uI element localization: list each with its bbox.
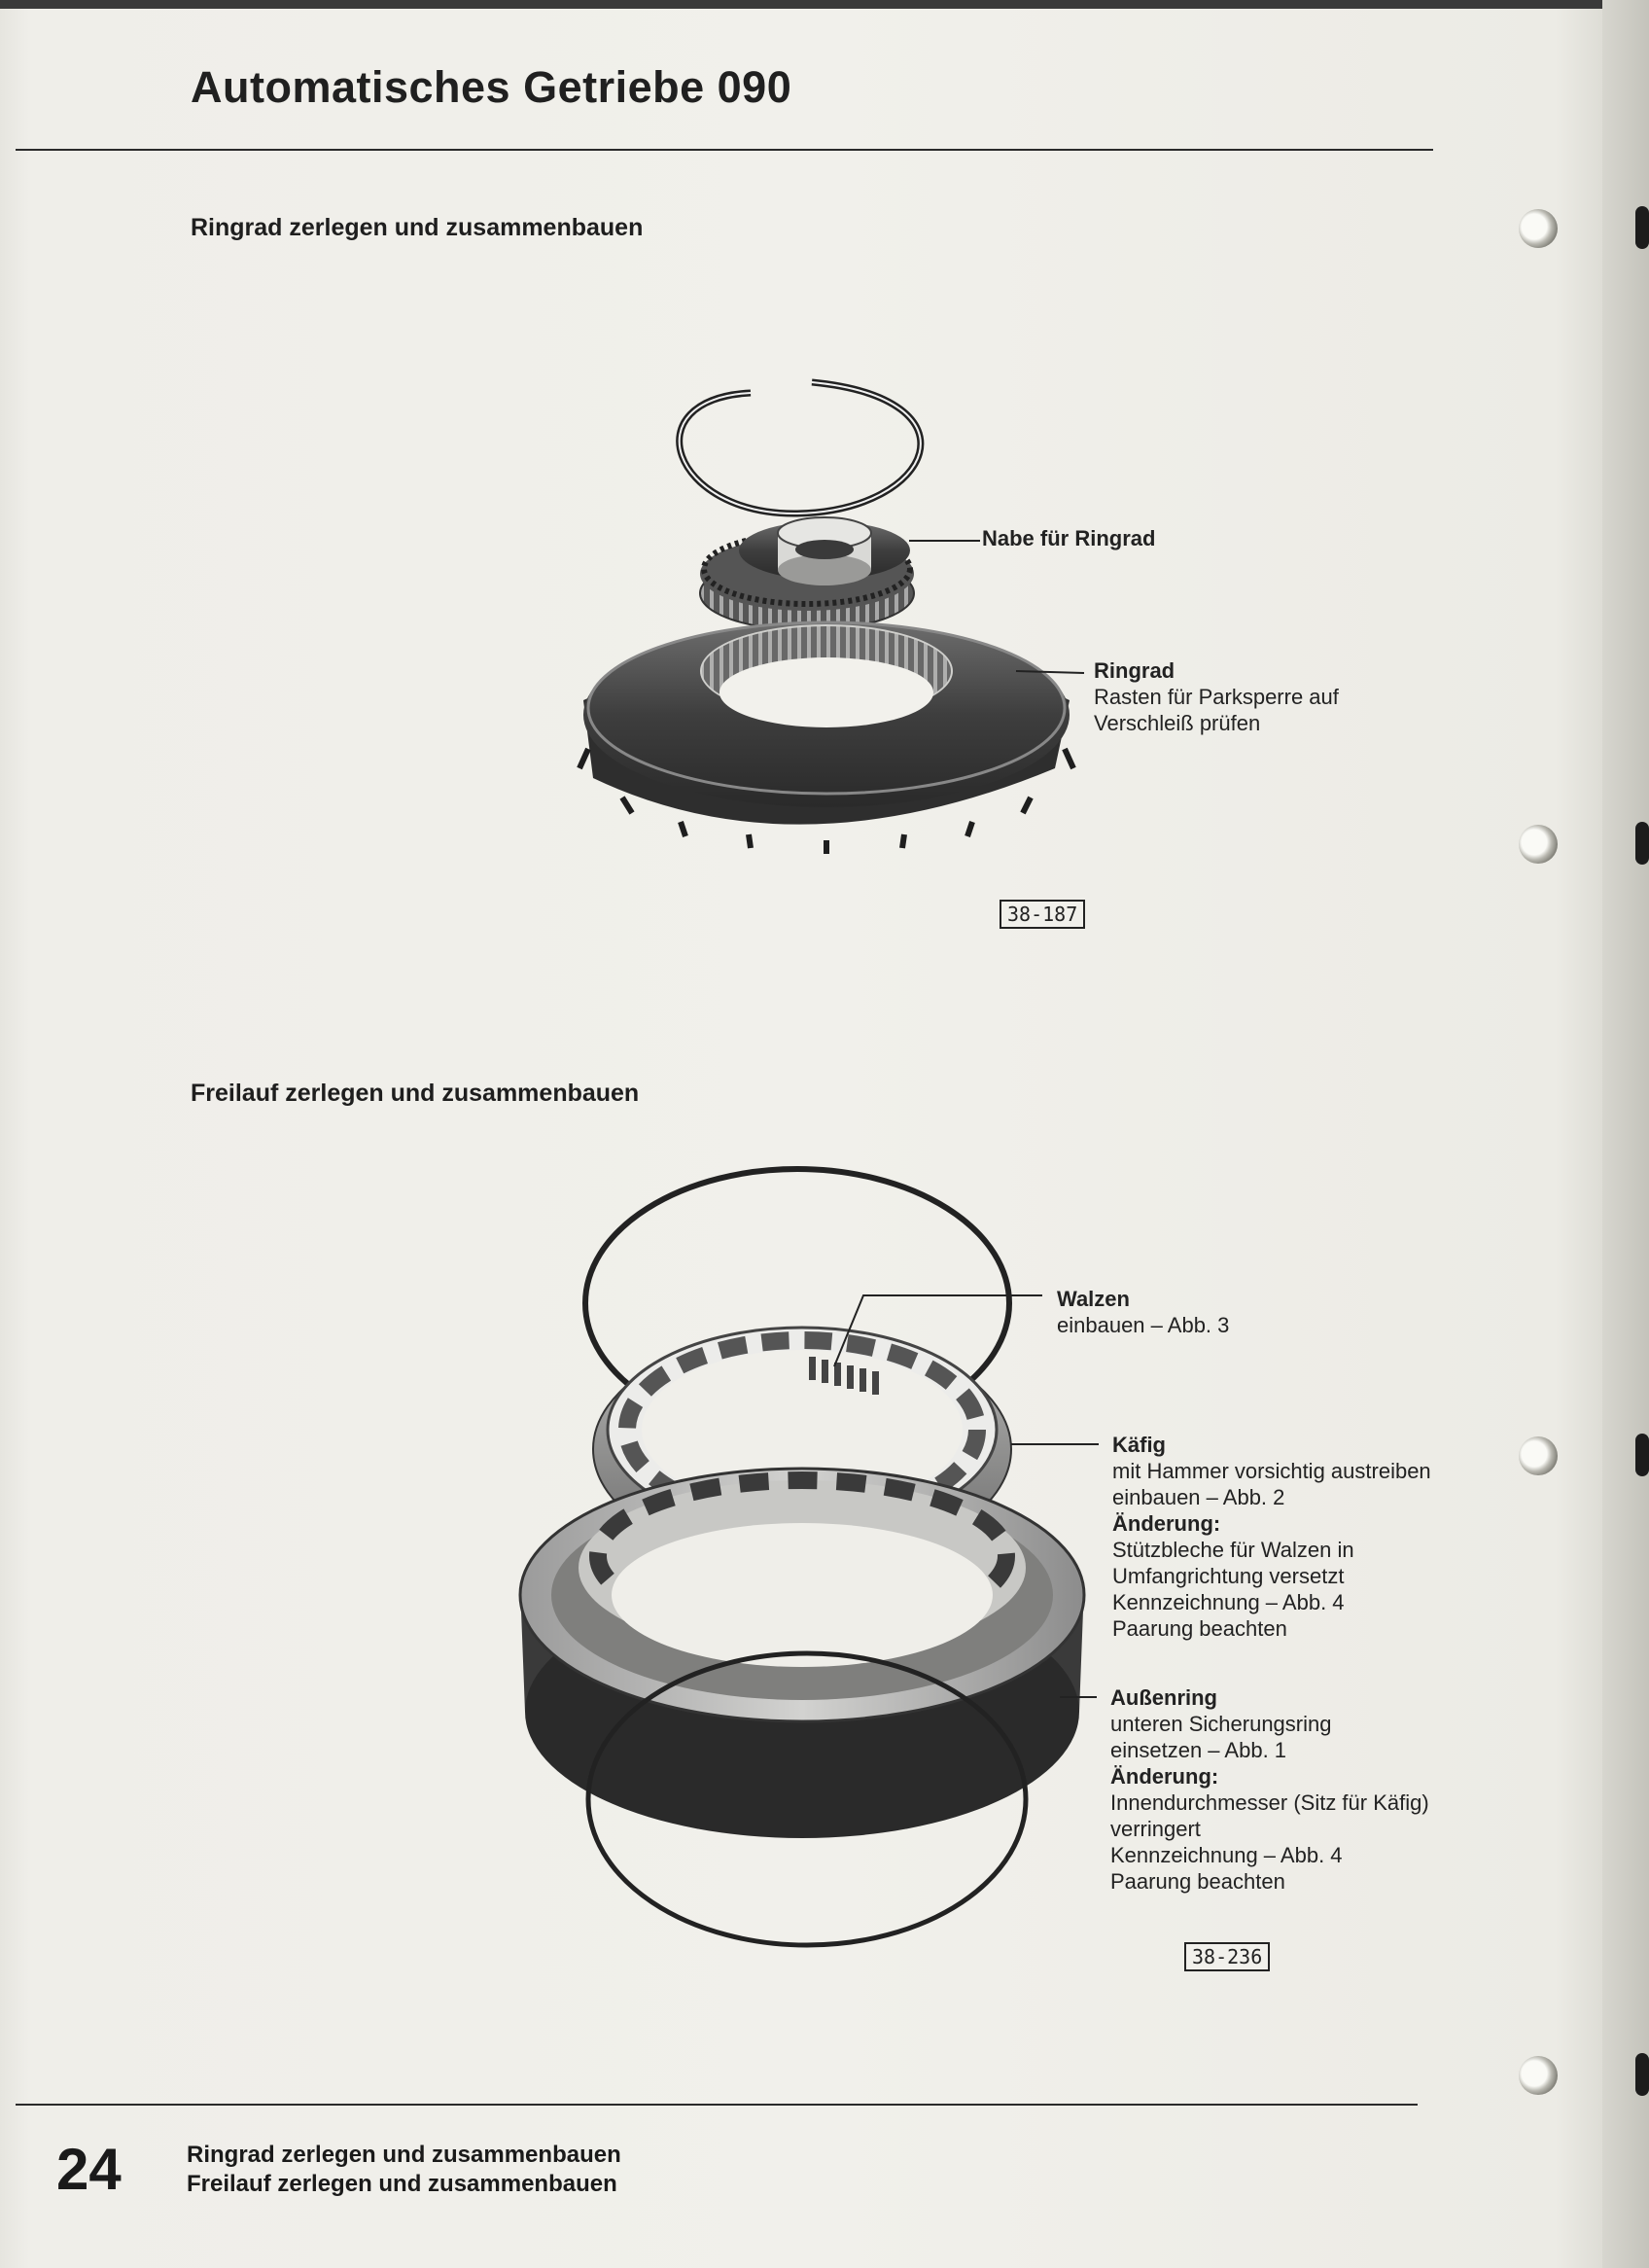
callout-aussenring (1110, 1684, 1429, 1895)
callout-ringrad-line: Verschleiß prüfen (1094, 711, 1261, 735)
callout-kaefig-change-line: Umfangrichtung versetzt (1112, 1564, 1345, 1588)
punch-hole (1519, 209, 1558, 248)
binder-mark (1635, 206, 1649, 249)
callout-kaefig-line: einbauen – Abb. 2 (1112, 1485, 1285, 1509)
section-heading-ringrad: Ringrad zerlegen und zusammenbauen (191, 214, 644, 241)
punch-hole (1519, 2056, 1558, 2095)
footer-line: Ringrad zerlegen und zusammenbauen (187, 2142, 621, 2168)
callout-ringrad-title: Ringrad (1094, 658, 1175, 683)
callout-kaefig-title: Käfig (1112, 1433, 1166, 1457)
nabe-hub (700, 517, 914, 630)
punch-hole (1519, 825, 1558, 864)
callout-aussenring-change-line: Innendurchmesser (Sitz für Käfig) (1110, 1790, 1429, 1815)
binder-mark (1635, 1434, 1649, 1476)
callout-aussenring-change-line: Paarung beachten (1110, 1869, 1285, 1894)
punch-hole (1519, 1436, 1558, 1475)
footer-rule (16, 2104, 1418, 2106)
callout-kaefig (1112, 1432, 1431, 1642)
callout-ringrad (1094, 657, 1339, 736)
figure-ref-38-187: 38-187 (1000, 900, 1085, 929)
callout-aussenring-change-title: Änderung: (1110, 1764, 1219, 1789)
callout-walzen (1057, 1286, 1229, 1338)
section-heading-freilauf: Freilauf zerlegen und zusammenbauen (191, 1080, 640, 1107)
callout-kaefig-change-title: Änderung: (1112, 1511, 1221, 1536)
callout-kaefig-change-line: Kennzeichnung – Abb. 4 (1112, 1590, 1345, 1614)
page-number: 24 (56, 2137, 122, 2202)
callout-kaefig-line: mit Hammer vorsichtig austreiben (1112, 1459, 1431, 1483)
callout-aussenring-change-line: verringert (1110, 1817, 1201, 1841)
callout-walzen-title: Walzen (1057, 1287, 1130, 1311)
callout-aussenring-line: unteren Sicherungsring (1110, 1712, 1332, 1736)
callout-walzen-line: einbauen – Abb. 3 (1057, 1313, 1230, 1337)
ringrad-gear (579, 622, 1073, 854)
footer-line: Freilauf zerlegen und zusammenbauen (187, 2171, 617, 2197)
figure-ref-38-236: 38-236 (1184, 1942, 1270, 1971)
callout-kaefig-change-line: Stützbleche für Walzen in (1112, 1538, 1354, 1562)
callout-aussenring-change-line: Kennzeichnung – Abb. 4 (1110, 1843, 1343, 1867)
callout-ringrad-line: Rasten für Parksperre auf (1094, 685, 1339, 709)
freilauf-assembly (520, 1169, 1084, 1945)
callout-aussenring-line: einsetzen – Abb. 1 (1110, 1738, 1287, 1762)
callout-nabe-title: Nabe für Ringrad (982, 526, 1156, 550)
binder-mark (1635, 2053, 1649, 2096)
callout-kaefig-change-line: Paarung beachten (1112, 1616, 1287, 1641)
binder-mark (1635, 822, 1649, 865)
callout-nabe (982, 525, 1155, 551)
snap-ring-top (680, 382, 921, 514)
callout-aussenring-title: Außenring (1110, 1685, 1217, 1710)
page-title: Automatisches Getriebe 090 (191, 62, 792, 112)
